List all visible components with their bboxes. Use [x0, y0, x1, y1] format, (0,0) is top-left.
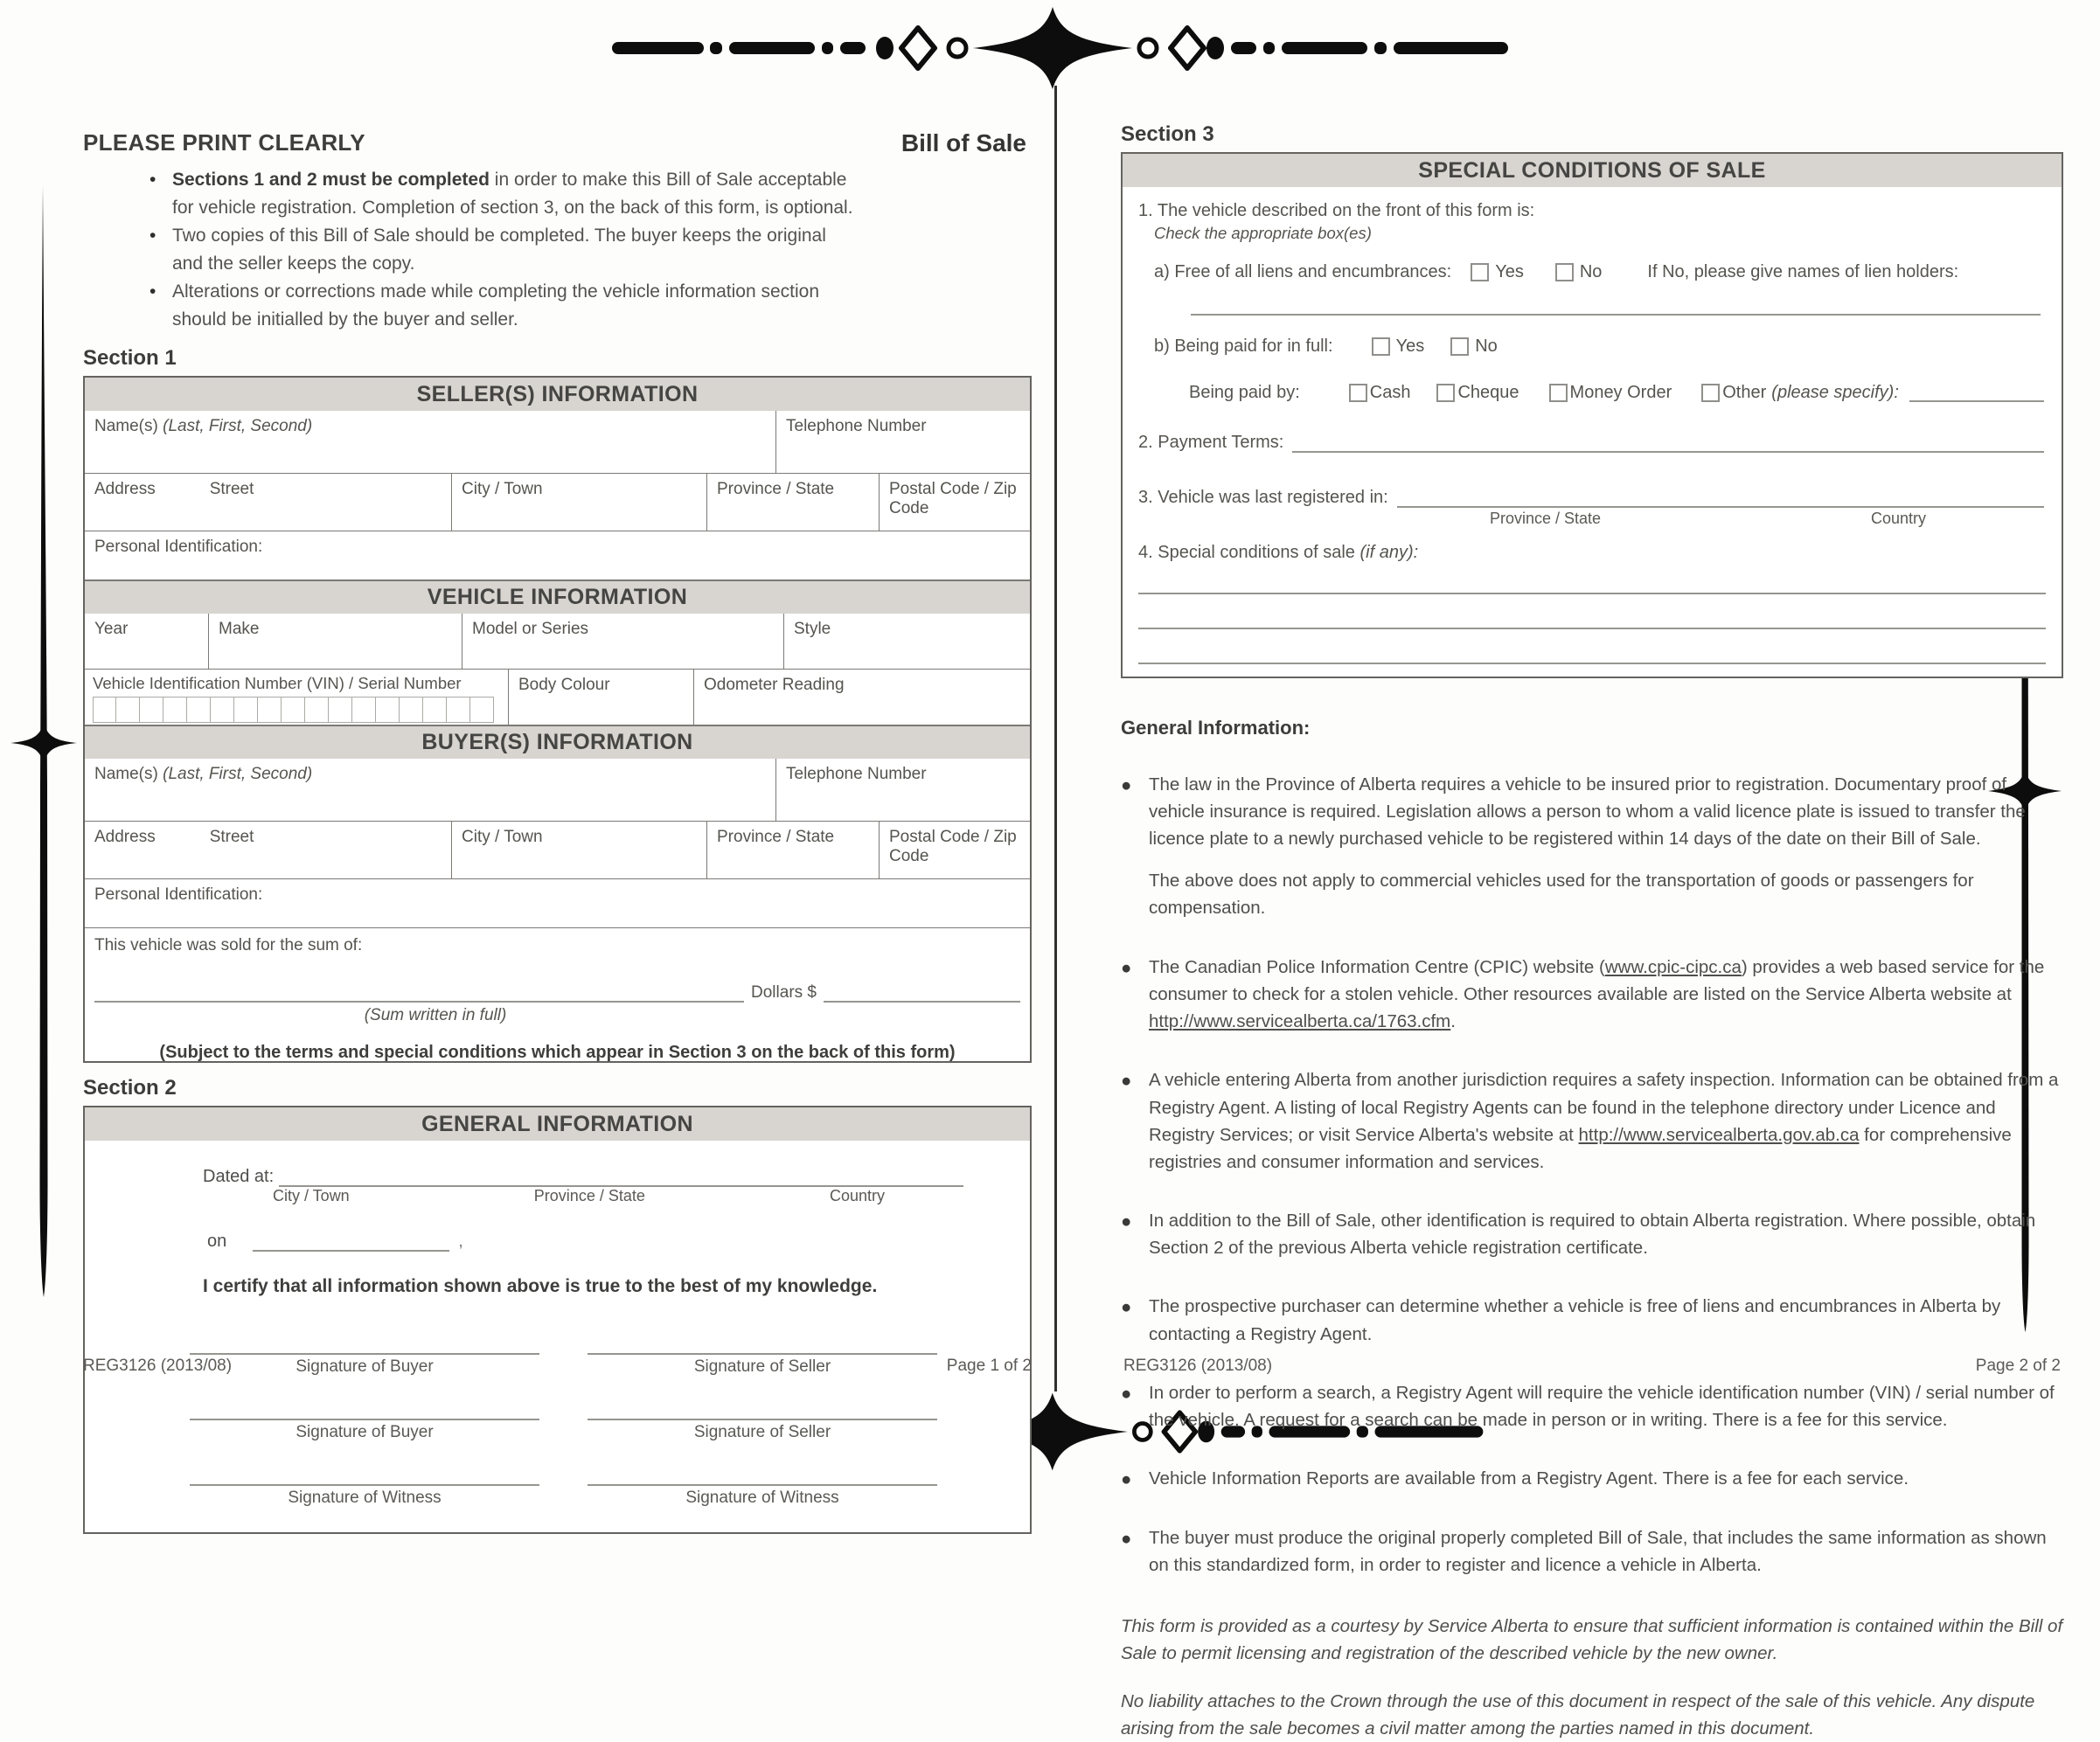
- vin-box[interactable]: [163, 697, 187, 723]
- make-label: Make: [219, 620, 260, 638]
- buyer-personal-id-row: [85, 879, 1030, 928]
- last-registered-sublabels: [1123, 508, 2062, 529]
- vehicle-desc-row: [85, 614, 1030, 670]
- signature-cell: [190, 1389, 539, 1442]
- bullet-icon: ●: [1121, 775, 1132, 795]
- vin-box[interactable]: [140, 697, 163, 723]
- odometer-label: Odometer Reading: [704, 676, 845, 694]
- cash-checkbox[interactable]: [1349, 384, 1367, 402]
- info-bullet-6-text: In order to perform a search, a Registry Agent will require the vehicle identification number (VIN) / serial number of the vehicle. A request for a search can be made in person or in writing. There is a fee for this service.: [1149, 1382, 2055, 1430]
- info-bullet-1: [1121, 771, 2063, 852]
- other-hint: (please specify):: [1771, 383, 1899, 402]
- bullet-icon: ●: [1121, 1383, 1132, 1404]
- buyer-personal-id-field[interactable]: [85, 879, 1030, 927]
- subject-note: (Subject to the terms and special conditions which appear in Section 3 on the back of this form): [159, 1043, 956, 1062]
- on-punctuation: ,: [458, 1232, 463, 1251]
- registered-country-label: Country: [1871, 510, 1927, 527]
- info-bullet-4-text: In addition to the Bill of Sale, other identification is required to obtain Alberta registration. Where possible, obtain Section 2 of the previous Alberta vehicle registration certificate.: [1149, 1211, 2036, 1259]
- special-conditions-hint: (if any):: [1359, 543, 1419, 562]
- certify-statement: I certify that all information shown above is true to the best of my knowledge.: [203, 1276, 878, 1296]
- page2-footer: [1123, 1357, 2061, 1376]
- bullet-2-pre: The Canadian Police Information Centre (CPIC) website (: [1149, 956, 1605, 977]
- signature-label: Signature of Witness: [288, 1489, 442, 1507]
- personal-id-label: Personal Identification:: [94, 885, 263, 904]
- seller-name-row: [85, 411, 1030, 474]
- buyer-province-field[interactable]: [707, 822, 880, 878]
- intro-bullet-1-rest: in order to make this Bill of Sale acceptable for vehicle registration. Completion of section 3, on the back of this form, is optional.: [172, 170, 853, 218]
- form-code: REG3126 (2013/08): [83, 1357, 233, 1375]
- province-label: Province / State: [717, 480, 835, 498]
- dated-city-label: City / Town: [273, 1187, 350, 1204]
- signature-cell: [190, 1454, 539, 1508]
- vin-box[interactable]: [116, 697, 140, 723]
- general-information-heading: General Information:: [1121, 717, 1311, 739]
- info-bullet-3: [1121, 1066, 2063, 1176]
- signature-label: Signature of Seller: [693, 1423, 831, 1441]
- postal-label: Postal Code / Zip Code: [889, 480, 1017, 517]
- bill-of-sale-page-2: [1121, 122, 2063, 1742]
- print-clearly-heading: PLEASE PRINT CLEARLY: [83, 129, 365, 156]
- page-fold-line: [1054, 86, 1057, 1392]
- if-no-text: If No, please give names of lien holders:: [1647, 262, 1959, 281]
- address-label: Address: [94, 828, 156, 846]
- paid-full-yes-checkbox[interactable]: [1372, 337, 1390, 356]
- liability-note: No liability attaches to the Crown through the use of this document in respect of the sale of this vehicle. Any dispute arising from the sale becomes a civil matter among the parties named in this document.: [1121, 1690, 2035, 1739]
- bullet-icon: ●: [1121, 957, 1132, 978]
- vin-box[interactable]: [447, 697, 470, 723]
- vin-box[interactable]: [352, 697, 376, 723]
- intro-bullet-1: [150, 166, 858, 221]
- dollars-amount-line[interactable]: [824, 1001, 1020, 1003]
- cash-label: Cash: [1369, 383, 1411, 402]
- payment-terms-line[interactable]: [1292, 451, 2044, 453]
- payment-terms-label: 2. Payment Terms:: [1138, 433, 1284, 452]
- address-label: Address: [94, 480, 156, 498]
- info-bullet-7: [1121, 1465, 2063, 1493]
- special-conditions-line-2[interactable]: [1138, 628, 2046, 629]
- seller-street-field[interactable]: [85, 474, 452, 531]
- style-label: Style: [794, 620, 831, 638]
- vin-label: Vehicle Identification Number (VIN) / Serial Number: [93, 674, 462, 692]
- other-label: Other: [1722, 383, 1767, 402]
- vin-box[interactable]: [282, 697, 305, 723]
- no-label: No: [1475, 337, 1498, 356]
- seller-address-row: [85, 474, 1030, 531]
- dollars-label: Dollars $: [751, 983, 817, 1002]
- seller-personal-id-row: [85, 531, 1030, 580]
- bullet-icon: ●: [1121, 1469, 1132, 1489]
- bullet-icon: ●: [1121, 1211, 1132, 1232]
- vehicle-model-field[interactable]: [462, 614, 784, 669]
- telephone-label: Telephone Number: [786, 765, 927, 783]
- bullet-2-post: .: [1450, 1011, 1456, 1032]
- vehicle-information-header: VEHICLE INFORMATION: [85, 580, 1030, 614]
- info-bullet-2-text: [1149, 954, 2063, 1035]
- info-bullet-6: [1121, 1379, 2063, 1433]
- info-bullet-4: [1121, 1207, 2063, 1261]
- signature-label: Signature of Seller: [693, 1357, 831, 1376]
- page1-footer: [83, 1357, 1032, 1376]
- intro-bullet-1-bold: Sections 1 and 2 must be completed: [172, 170, 490, 190]
- vin-box[interactable]: [400, 697, 423, 723]
- form-title: Bill of Sale: [900, 129, 1026, 156]
- model-label: Model or Series: [472, 620, 589, 638]
- paid-full-no-checkbox[interactable]: [1450, 337, 1469, 356]
- cheque-checkbox[interactable]: [1436, 384, 1455, 402]
- intro-bullet-2: [150, 222, 858, 277]
- vin-box[interactable]: [329, 697, 352, 723]
- sold-sum-label: This vehicle was sold for the sum of:: [94, 936, 363, 954]
- seller-telephone-field[interactable]: [776, 411, 1030, 473]
- seller-signature-line-1[interactable]: [588, 1323, 937, 1355]
- dated-country-label: Country: [829, 1187, 885, 1204]
- info-bullet-5: [1121, 1293, 2063, 1347]
- special-conditions-header: SPECIAL CONDITIONS OF SALE: [1123, 154, 2062, 187]
- paid-in-full-question: b) Being paid for in full:: [1154, 337, 1333, 356]
- name-label: Name(s): [94, 417, 158, 435]
- buyer-street-field[interactable]: [85, 822, 452, 878]
- section-2-label: Section 2: [83, 1076, 177, 1100]
- special-conditions-label: 4. Special conditions of sale: [1138, 543, 1355, 562]
- info-bullet-8: [1121, 1524, 2063, 1579]
- vin-box[interactable]: [305, 697, 329, 723]
- bullet-icon: ●: [1121, 1529, 1132, 1550]
- seller-postal-field[interactable]: [880, 474, 1030, 531]
- page1-header: [83, 129, 1032, 157]
- seller-personal-id-field[interactable]: [85, 531, 1030, 580]
- last-registered-row: [1138, 488, 2044, 508]
- buyer-telephone-field[interactable]: [776, 759, 1030, 821]
- special-conditions-line-1[interactable]: [1138, 593, 2046, 594]
- info-bullet-7-text: Vehicle Information Reports are available from a Registry Agent. There is a fee for each service.: [1149, 1468, 1909, 1489]
- yes-label: Yes: [1495, 262, 1524, 281]
- bullet-icon: •: [150, 226, 156, 246]
- no-label: No: [1579, 262, 1603, 281]
- vehicle-make-field[interactable]: [209, 614, 462, 669]
- vin-box[interactable]: [93, 697, 116, 723]
- province-label: Province / State: [717, 828, 835, 846]
- buyer-name-field[interactable]: [85, 759, 776, 821]
- street-label: Street: [209, 828, 254, 846]
- dated-at-label: Dated at:: [203, 1167, 275, 1186]
- section-2-box: [83, 1106, 1032, 1534]
- info-bullet-2: [1121, 954, 2063, 1035]
- item-1-text: 1. The vehicle described on the front of this form is:: [1138, 201, 1535, 220]
- vehicle-vin-row: [85, 670, 1030, 725]
- registered-province-label: Province / State: [1490, 510, 1602, 527]
- liens-no-checkbox[interactable]: [1555, 263, 1574, 281]
- name-label: Name(s): [94, 765, 158, 783]
- page-number: Page 2 of 2: [1975, 1357, 2061, 1375]
- signature-label: Signature of Buyer: [296, 1423, 434, 1441]
- liens-question: a) Free of all liens and encumbrances:: [1154, 262, 1452, 281]
- sparkle-divider-top-icon: [560, 0, 1539, 96]
- vin-field[interactable]: [85, 670, 509, 725]
- buyer-signature-line-2[interactable]: [190, 1389, 539, 1420]
- buyer-address-row: [85, 822, 1030, 879]
- special-conditions-line-3[interactable]: [1138, 663, 2046, 664]
- sale-sum-row: [85, 928, 1030, 1061]
- bullet-3-pre: A vehicle entering Alberta from another jurisdiction requires a safety inspection. Information can be obtained from a Registry Agent. A listing of local Registry Agents can be found in the telephone directory under Licence and Registry Services; or visit Service Alberta's website at: [1149, 1070, 2059, 1145]
- bill-of-sale-page-1: [83, 129, 1032, 1534]
- bullet-2-mid: ) provides a web based service for the consumer to check for a stolen vehicle. Other resources available are listed on the Service Alberta website at: [1149, 956, 2045, 1005]
- signature-grid: [190, 1323, 1030, 1520]
- servicealberta-url-text: http://www.servicealberta.ca/1763.cfm: [1149, 1011, 1451, 1032]
- city-label: City / Town: [462, 480, 543, 498]
- lien-holders-line[interactable]: [1191, 314, 2041, 316]
- intro-bullet-3: [150, 278, 858, 333]
- courtesy-note: This form is provided as a courtesy by Service Alberta to ensure that sufficient information is contained within the Bill of Sale to permit licensing and registration of the described vehicle by the new owner.: [1121, 1616, 2063, 1664]
- dated-province-label: Province / State: [533, 1187, 645, 1204]
- info-bullet-1-text: The law in the Province of Alberta requires a vehicle to be insured prior to registration. Documentary proof of vehicle insurance is required. Legislation allows a person to whom a valid licence plate is issued to transfer the licence plate to a newly purchased vehicle to be registered within 14 days of the date on their Bill of Sale.: [1149, 774, 2026, 850]
- paid-in-full-row: [1154, 337, 2062, 357]
- bullet-icon: •: [150, 281, 156, 302]
- vin-box[interactable]: [187, 697, 211, 723]
- dated-on-row: [207, 1232, 1030, 1252]
- vin-box[interactable]: [211, 697, 234, 723]
- buyer-signature-line-1[interactable]: [190, 1323, 539, 1355]
- other-specify-line[interactable]: [1909, 385, 2044, 402]
- witness-signature-line-2[interactable]: [588, 1454, 937, 1486]
- paid-by-label: Being paid by:: [1189, 383, 1300, 402]
- intro-bullet-2-text: Two copies of this Bill of Sale should be completed. The buyer keeps the original and the seller keeps the copy.: [172, 226, 826, 274]
- info-bullet-5-text: The prospective purchaser can determine whether a vehicle is free of liens and encumbrances in Alberta by contacting a Registry Agent.: [1149, 1296, 2001, 1344]
- page-number: Page 1 of 2: [946, 1357, 1032, 1375]
- name-hint: (Last, First, Second): [163, 765, 313, 783]
- yes-label: Yes: [1395, 337, 1425, 356]
- money-order-label: Money Order: [1569, 383, 1672, 402]
- sellers-information-header: SELLER(S) INFORMATION: [85, 378, 1030, 411]
- signature-label: Signature of Witness: [685, 1489, 839, 1507]
- year-label: Year: [94, 620, 129, 638]
- general-information-header: GENERAL INFORMATION: [85, 1107, 1030, 1141]
- liens-row: [1154, 262, 2062, 282]
- section-1-table: [83, 376, 1032, 1063]
- intro-instructions: [150, 166, 858, 333]
- intro-bullet-3-text: Alterations or corrections made while completing the vehicle information section should be initialled by the buyer and seller.: [172, 281, 820, 330]
- vehicle-style-field[interactable]: [784, 614, 1030, 669]
- buyers-information-header: BUYER(S) INFORMATION: [85, 725, 1030, 759]
- body-colour-label: Body Colour: [518, 676, 610, 694]
- postal-label: Postal Code / Zip Code: [889, 828, 1017, 865]
- on-label: on: [207, 1232, 227, 1251]
- date-line[interactable]: [253, 1250, 449, 1252]
- section-3-label: Section 3: [1121, 122, 1214, 146]
- seller-city-field[interactable]: [452, 474, 707, 531]
- vin-box[interactable]: [470, 697, 494, 723]
- seller-name-field[interactable]: [85, 411, 776, 473]
- telephone-label: Telephone Number: [786, 417, 927, 435]
- money-order-checkbox[interactable]: [1549, 384, 1568, 402]
- sum-written-hint: (Sum written in full): [364, 1006, 507, 1024]
- vehicle-year-field[interactable]: [85, 614, 209, 669]
- buyer-city-field[interactable]: [452, 822, 707, 878]
- witness-signature-line-1[interactable]: [190, 1454, 539, 1486]
- servicealberta-gov-url-text: http://www.servicealberta.gov.ab.ca: [1578, 1124, 1860, 1145]
- special-conditions-item: [1138, 543, 2062, 563]
- signature-cell: [588, 1389, 937, 1442]
- sum-written-line[interactable]: [94, 1001, 744, 1003]
- vin-box[interactable]: [423, 697, 447, 723]
- payment-terms-row: [1138, 433, 2044, 453]
- vin-boxes[interactable]: [93, 697, 500, 723]
- buyer-postal-field[interactable]: [880, 822, 1030, 878]
- seller-signature-line-2[interactable]: [588, 1389, 937, 1420]
- vin-box[interactable]: [376, 697, 400, 723]
- city-label: City / Town: [462, 828, 543, 846]
- info-bullet-8-text: The buyer must produce the original properly completed Bill of Sale, that includes the same information as shown on this standardized form, in order to register and licence a vehicle in Alberta.: [1149, 1528, 2047, 1576]
- cheque-label: Cheque: [1457, 383, 1519, 402]
- dated-at-row: [203, 1167, 963, 1187]
- intro-bullet-1-text: [172, 166, 858, 221]
- last-registered-label: 3. Vehicle was last registered in:: [1138, 488, 1388, 507]
- signature-cell: [588, 1454, 937, 1508]
- bullet-3-post: for comprehensive registries and consumer information and services.: [1149, 1124, 2012, 1172]
- other-checkbox[interactable]: [1701, 384, 1720, 402]
- left-edge-sparkle-line-icon: [0, 175, 87, 1311]
- form-code: REG3126 (2013/08): [1123, 1357, 1273, 1375]
- dated-at-sublabels: [273, 1187, 885, 1205]
- signature-label: Signature of Buyer: [296, 1357, 434, 1376]
- info-bullet-3-text: [1149, 1066, 2063, 1176]
- section-3-box: [1121, 152, 2063, 678]
- paid-by-row: [1189, 383, 2044, 403]
- buyer-name-row: [85, 759, 1030, 822]
- cpic-url-text: www.cpic-cipc.ca: [1604, 956, 1742, 977]
- info-bullet-1-subtext: The above does not apply to commercial vehicles used for the transportation of goods or passengers for compensation.: [1149, 871, 1974, 919]
- vin-box[interactable]: [258, 697, 282, 723]
- name-hint: (Last, First, Second): [163, 417, 313, 435]
- liens-yes-checkbox[interactable]: [1471, 263, 1489, 281]
- street-label: Street: [209, 480, 254, 498]
- odometer-field[interactable]: [694, 670, 1030, 725]
- bullet-icon: ●: [1121, 1297, 1132, 1318]
- general-information-content: [85, 1141, 1030, 1532]
- section-1-label: Section 1: [83, 346, 177, 370]
- bullet-icon: ●: [1121, 1071, 1132, 1092]
- bullet-icon: •: [150, 170, 156, 190]
- vin-box[interactable]: [234, 697, 258, 723]
- seller-province-field[interactable]: [707, 474, 880, 531]
- item-1-hint: Check the appropriate box(es): [1154, 224, 1372, 242]
- sum-line: [94, 983, 1020, 1003]
- personal-id-label: Personal Identification:: [94, 538, 263, 556]
- body-colour-field[interactable]: [509, 670, 694, 725]
